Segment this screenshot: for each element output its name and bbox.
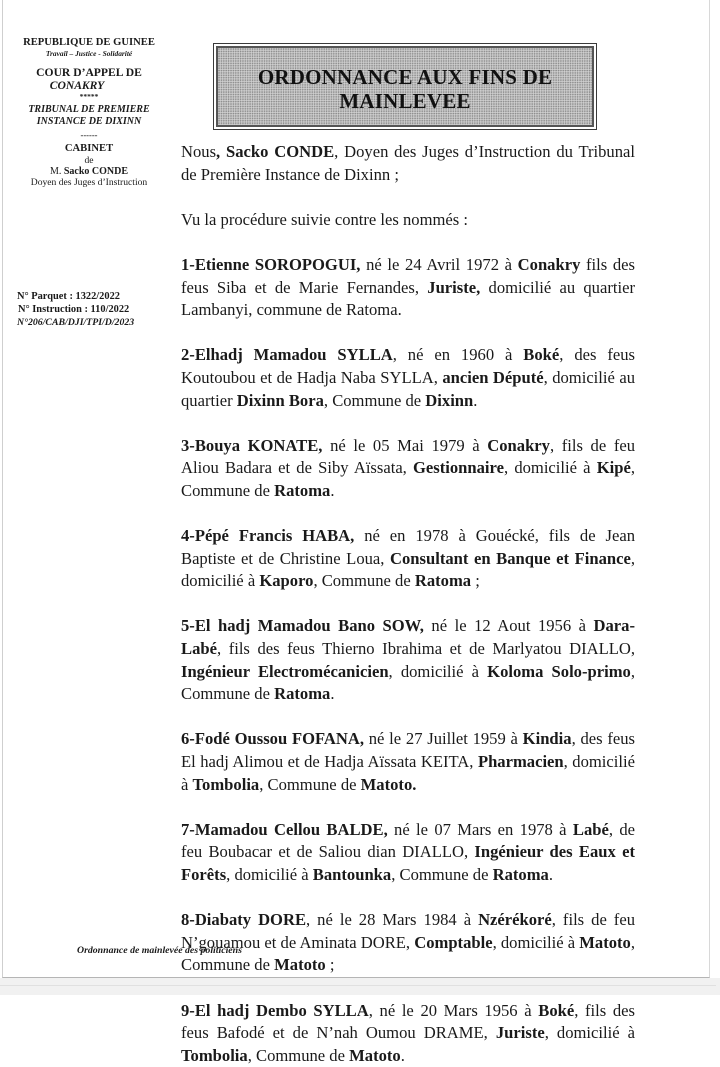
text: ;: [471, 571, 480, 591]
persons-list: [181, 254, 635, 1067]
text: .: [548, 865, 553, 884]
text: , de feu Boubacar et de Saliou dian DIALLO,: [181, 819, 635, 862]
footer-note: Ordonnance de mainlevée des politiciens: [77, 945, 242, 956]
bold-text: Gestionnaire: [413, 458, 504, 478]
bold-text: Kipé: [596, 458, 631, 478]
bold-text: 1-Etienne SOROPOGUI,: [181, 254, 361, 274]
bold-text: Ratoma: [274, 480, 331, 500]
bold-text: 9-El hadj Dembo SYLLA: [181, 1000, 369, 1020]
text: , né le 28 Mars 1984 à: [306, 910, 479, 930]
text: , fils des feus Bafodé et de N’nah Oumou DRAME,: [181, 1000, 635, 1043]
court-header: [14, 37, 164, 188]
text: .: [330, 480, 335, 500]
de-label: de: [84, 154, 94, 166]
person-entry: [181, 435, 635, 503]
person-entry: [181, 1000, 635, 1067]
bold-text: Conakry: [517, 254, 581, 274]
text: , Commune de: [391, 865, 493, 884]
text: , fils de feu Aliou Badara et de Siby Aïssata,: [181, 435, 636, 478]
text: né le 12 Aout 1956 à: [423, 616, 594, 636]
bold-text: Consultant en Banque et Finance: [390, 548, 631, 568]
person-entry: [181, 728, 635, 796]
text: né en 1978 à Gouécké, fils de Jean Baptiste et de Christine Loua,: [181, 526, 635, 568]
text: , Commune de: [323, 390, 426, 410]
bold-text: Matoto: [349, 1045, 401, 1065]
person-entry: [181, 525, 635, 593]
intro-paragraph: [181, 141, 635, 186]
text: ;: [325, 955, 335, 975]
text: domicilié au quartier Lambanyi, commune de Ratoma.: [181, 277, 635, 320]
bold-text: 5-El hadj Mamadou Bano SOW,: [181, 616, 424, 636]
document-title: [258, 66, 552, 112]
text: , Commune de: [181, 932, 635, 975]
text: , domicilié à: [544, 1023, 635, 1043]
bold-text: Dara-Labé: [181, 616, 635, 659]
bold-text: Dixinn Bora: [236, 390, 324, 410]
vu-paragraph: Vu la procédure suivie contre les nommés :: [181, 209, 469, 229]
title-line2: MAINLEVEE: [339, 88, 471, 113]
court-name-line1: COUR D’APPEL DE: [36, 65, 142, 79]
text: , domicilié à: [492, 932, 580, 952]
text: , Commune de: [181, 458, 635, 500]
bold-text: Labé: [572, 819, 609, 839]
judge-title: Doyen des Juges d’Instruction: [30, 177, 148, 189]
bold-text: Boké: [538, 1000, 575, 1020]
dash-divider: ------: [80, 129, 98, 140]
bold-text: Ingénieur Electromécanicien: [181, 661, 389, 681]
title-line1: ORDONNANCE AUX FINS DE: [257, 65, 553, 90]
bold-text: 6-Fodé Oussou FOFANA,: [181, 729, 364, 749]
bold-text: 4-Pépé Francis HABA,: [181, 526, 355, 546]
person-entry: [181, 615, 635, 705]
bold-text: Juriste: [495, 1023, 545, 1043]
text: , Commune de: [259, 774, 361, 794]
text: né le 27 Juillet 1959 à: [364, 729, 523, 749]
bold-text: Koloma Solo-primo: [487, 661, 631, 681]
bold-text: Kindia: [522, 729, 572, 749]
bold-text: Nzérékoré: [478, 910, 552, 930]
text: , domicilié à: [181, 752, 635, 794]
intro-judge-name: , Sacko CONDE: [216, 142, 335, 161]
text: , domicilié à: [181, 548, 636, 591]
judge-name-line: [14, 166, 164, 178]
bold-text: Matoto: [274, 955, 326, 975]
judge-prefix: M.: [49, 165, 62, 177]
bold-text: Conakry: [487, 435, 550, 455]
case-references: [17, 291, 177, 329]
instruction-number: N° Instruction : 110/2022: [18, 303, 130, 315]
text: , né le 20 Mars 1956 à: [368, 1000, 539, 1020]
bold-text: Pharmacien: [477, 752, 564, 772]
stars-divider: *****: [79, 92, 99, 102]
court-name-line2: CONAKRY: [49, 79, 105, 93]
tribunal-line1: TRIBUNAL DE PREMIERE: [28, 103, 150, 115]
text: né le 07 Mars en 1978 à: [387, 819, 573, 839]
bold-text: Comptable: [414, 932, 493, 952]
bold-text: Matoto.: [360, 774, 417, 794]
text: né le 24 Avril 1972 à: [360, 254, 518, 274]
bold-text: Bantounka: [312, 865, 392, 884]
text: , domicilié à: [388, 661, 488, 681]
text: , Commune de: [313, 571, 415, 591]
bold-text: Boké: [523, 345, 560, 365]
intro-rest: , Doyen des Juges d’Instruction du Tribunal de Première Instance de Dixinn ;: [181, 142, 635, 184]
text: , fils de feu N’gouamou et de Aminata DORE,: [181, 910, 635, 952]
bold-text: Ratoma: [274, 684, 331, 704]
text: , domicilié à: [503, 458, 597, 478]
text: , Commune de: [247, 1045, 350, 1065]
tribunal-name: [14, 104, 164, 128]
ordinance-number: N°206/CAB/DJI/TPI/D/2023: [17, 316, 135, 328]
bold-text: 2-Elhadj Mamadou SYLLA: [181, 345, 393, 365]
bold-text: Kaporo: [259, 571, 314, 591]
country-name: REPUBLIQUE DE GUINEE: [23, 37, 155, 48]
text: .: [473, 390, 478, 410]
cabinet-label: CABINET: [64, 143, 114, 155]
bold-text: 3-Bouya KONATE,: [181, 435, 323, 455]
text: .: [400, 1045, 405, 1065]
bold-text: Tombolia: [181, 1045, 248, 1065]
parquet-number: N° Parquet : 1322/2022: [17, 291, 120, 302]
bold-text: 7-Mamadou Cellou BALDE,: [181, 819, 388, 839]
text: , domicilié au quartier: [181, 367, 635, 410]
bold-text: Juriste,: [427, 277, 481, 297]
tribunal-line2: INSTANCE DE DIXINN: [36, 115, 142, 127]
text: , domicilié à: [226, 865, 313, 884]
text: , fils des feus Thierno Ibrahima et de Marlyatou DIALLO,: [216, 639, 635, 659]
text: , Commune de: [181, 661, 635, 704]
text: , des feus El hadj Alimou et de Hadja Aïssata KEITA,: [181, 729, 635, 772]
judge-name: Sacko CONDE: [63, 165, 129, 177]
bold-text: Ratoma: [414, 571, 472, 591]
national-motto: Travail – Justice - Solidarité: [45, 49, 133, 59]
bold-text: 8-Diabaty DORE: [181, 910, 307, 930]
title-box: [213, 43, 597, 130]
bold-text: ancien Député: [442, 367, 544, 387]
text: fils des feus Siba et de Marie Fernandes,: [181, 254, 636, 297]
person-entry: [181, 254, 635, 322]
person-entry: [181, 819, 635, 887]
document-body: [181, 141, 635, 1067]
person-entry: [181, 909, 635, 977]
intro-nous: Nous: [181, 142, 217, 161]
text: .: [330, 684, 335, 704]
text: né le 05 Mai 1979 à: [322, 435, 488, 455]
bold-text: Ratoma: [492, 865, 549, 884]
person-entry: [181, 344, 635, 412]
bold-text: Ingénieur des Eaux et Forêts: [181, 842, 635, 884]
bold-text: Dixinn: [425, 390, 474, 410]
bold-text: Matoto: [579, 932, 631, 952]
text: , des feus Koutoubou et de Hadja Naba SYLLA,: [181, 345, 635, 387]
text: , né en 1960 à: [392, 345, 524, 365]
bold-text: Tombolia: [192, 774, 260, 794]
